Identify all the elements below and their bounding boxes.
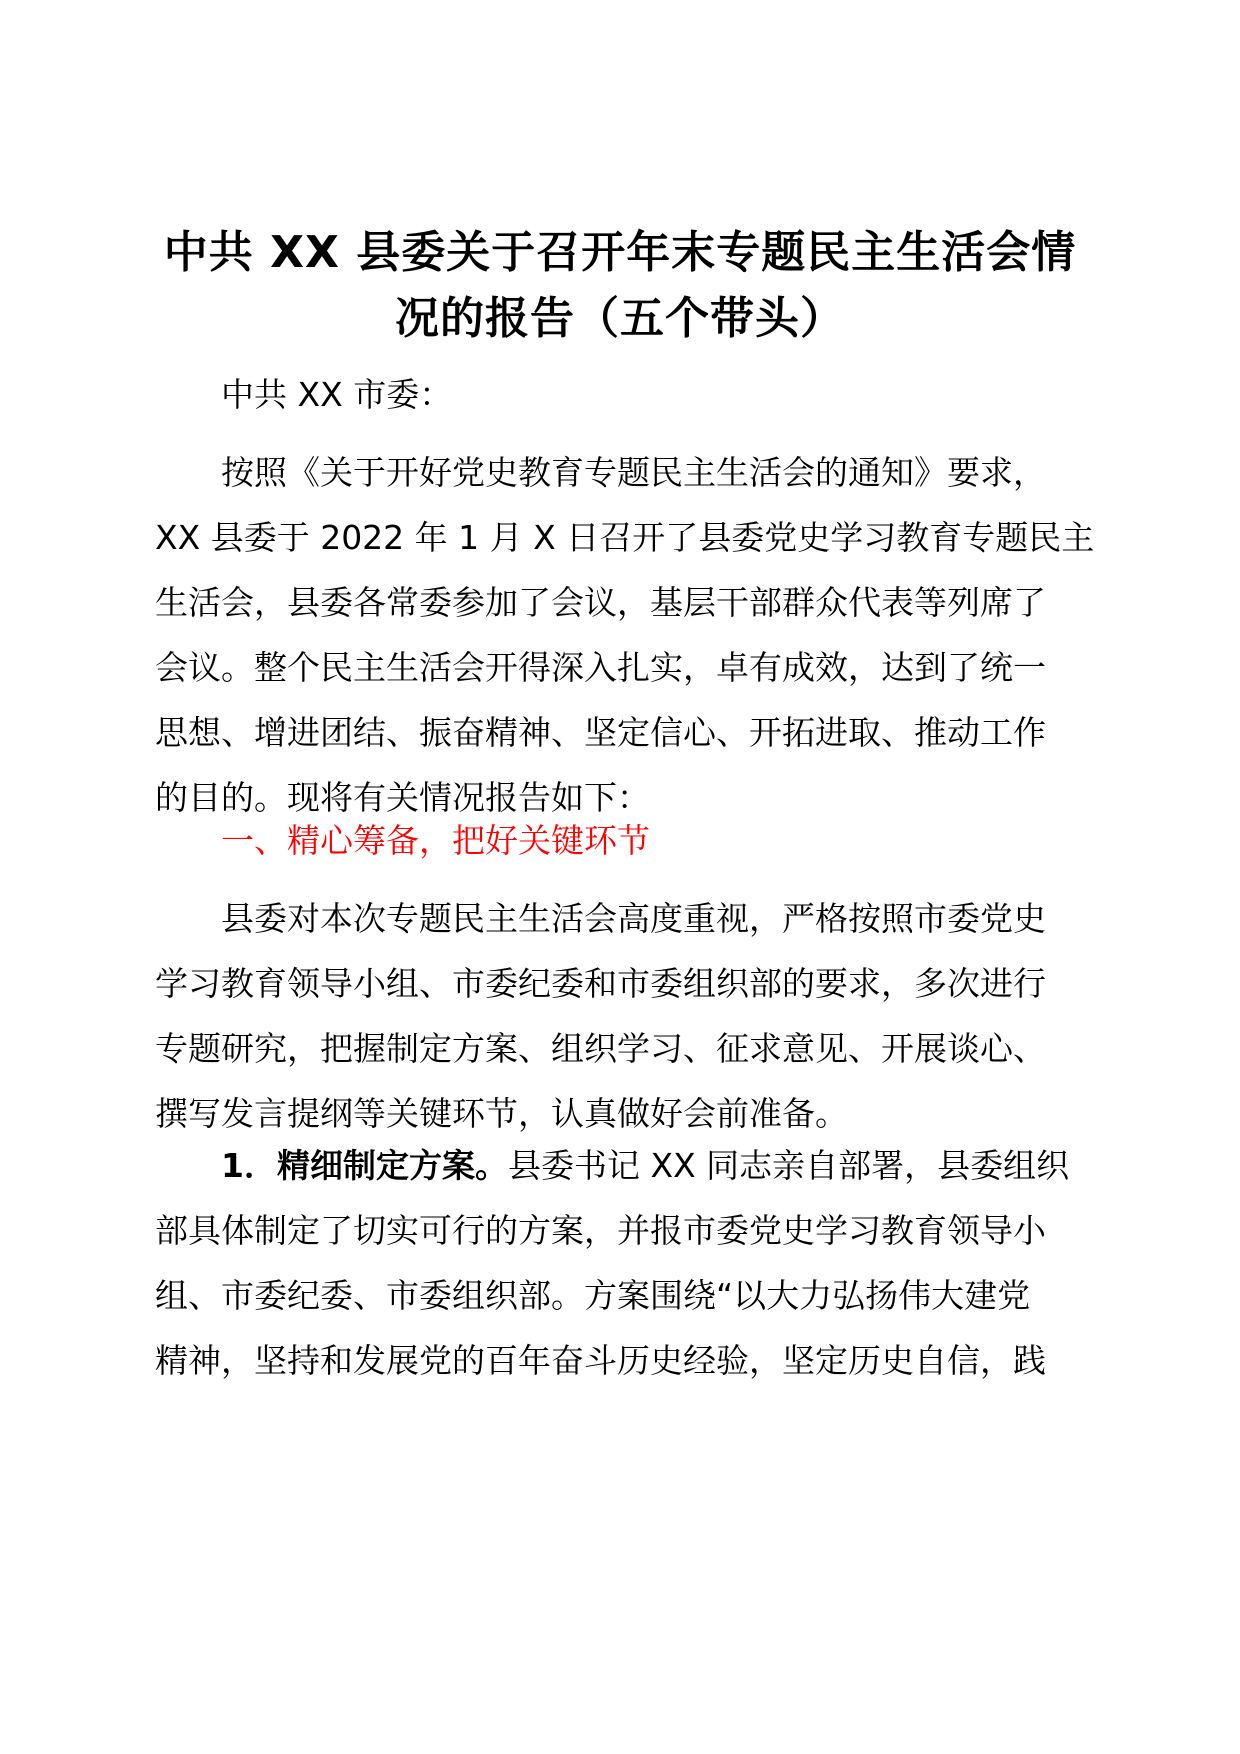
paragraph-line: 学习教育领导小组、市委纪委和市委组织部的要求，多次进行 [155, 964, 1046, 1003]
title-line-2: 况的报告（五个带头） [395, 293, 845, 344]
paragraph-line: 撰写发言提纲等关键环节，认真做好会前准备。 [155, 1094, 848, 1133]
section-1-heading: 一、精心筹备，把好关键环节 [221, 821, 650, 860]
title-line-1: 中共 XX 县委关于召开年末专题民主生活会情 [163, 227, 1077, 278]
paragraph-3 [155, 1133, 1090, 1393]
paragraph-line: 精神，坚持和发展党的百年奋斗历史经验，坚定历史自信，践 [155, 1341, 1046, 1380]
document-title [150, 220, 1090, 352]
paragraph-line: XX 县委于 2022 年 1 月 X 日召开了县委党史学习教育专题民主 [155, 518, 1095, 557]
paragraph-line [155, 1133, 1090, 1198]
section-1-heading-block [155, 808, 1090, 873]
paragraph-line: 部具体制定了切实可行的方案，并报市委党史学习教育领导小 [155, 1211, 1046, 1250]
paragraph-line: 组、市委纪委、市委组织部。方案围绕“以大力弘扬伟大建党 [155, 1276, 1031, 1315]
paragraph-line: 的目的。现将有关情况报告如下： [155, 778, 650, 817]
paragraph-text: 县委书记 XX 同志亲自部署，县委组织 [507, 1146, 1070, 1185]
paragraph-1 [155, 440, 1095, 830]
paragraph-2 [155, 886, 1090, 1146]
paragraph-line: 会议。整个民主生活会开得深入扎实，卓有成效，达到了统一 [155, 648, 1046, 687]
paragraph-line: 生活会，县委各常委参加了会议，基层干部群众代表等列席了 [155, 583, 1046, 622]
subsection-lead: 1．精细制定方案。 [221, 1146, 508, 1185]
paragraph-line: 专题研究，把握制定方案、组织学习、征求意见、开展谈心、 [155, 1029, 1046, 1068]
paragraph-line: 思想、增进团结、振奋精神、坚定信心、开拓进取、推动工作 [155, 713, 1046, 752]
salutation-block [155, 362, 1090, 427]
paragraph-line: 按照《关于开好党史教育专题民主生活会的通知》要求， [221, 453, 1046, 492]
paragraph-line: 县委对本次专题民主生活会高度重视，严格按照市委党史 [221, 899, 1046, 938]
salutation: 中共 XX 市委： [221, 375, 453, 414]
